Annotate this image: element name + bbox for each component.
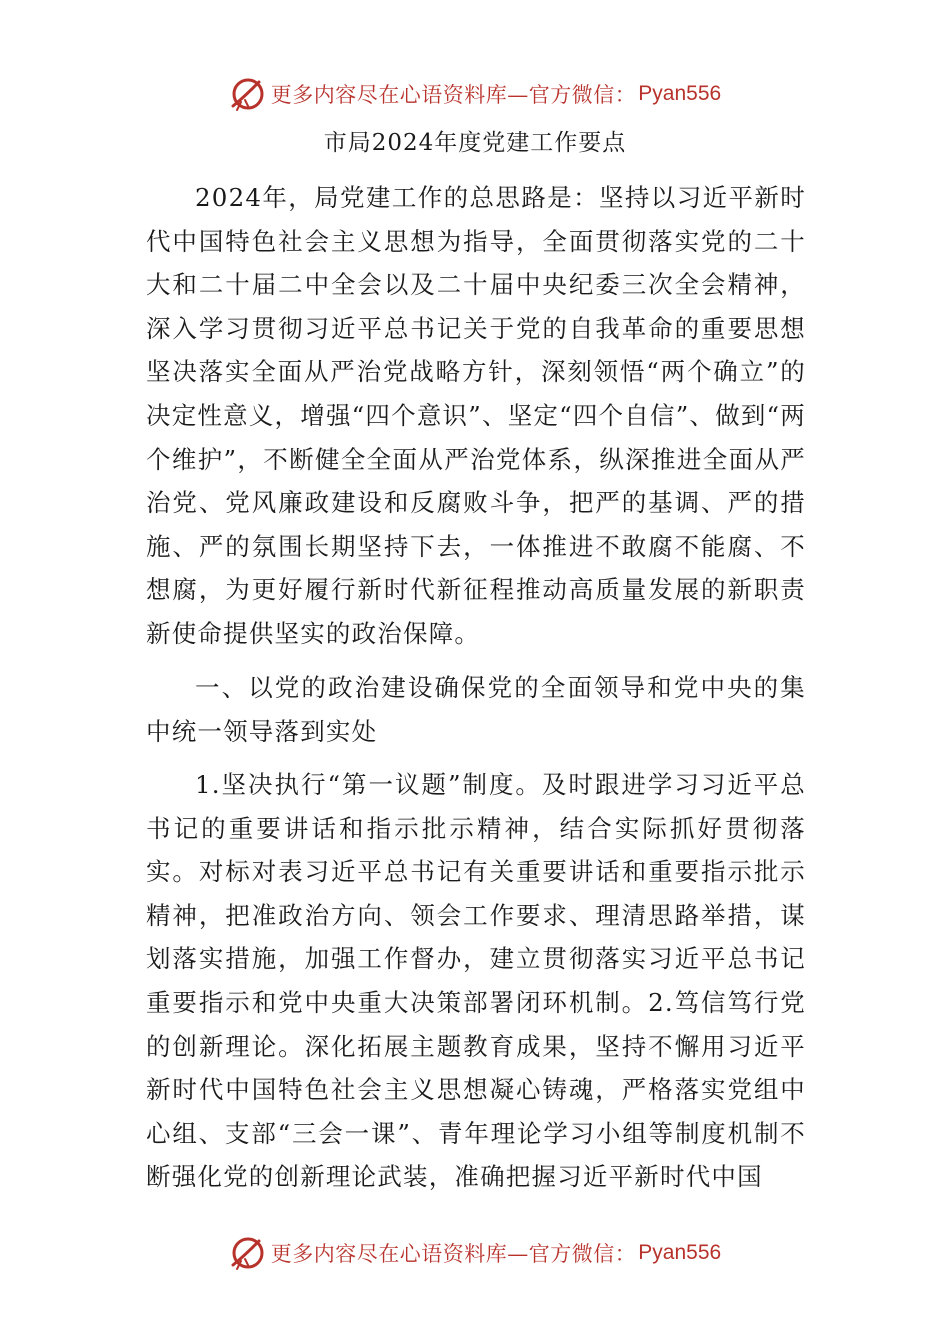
watermark-banner-bottom — [0, 1233, 950, 1273]
watermark-id: Pyan556 — [638, 82, 722, 105]
watermark-text: 更多内容尽在心语资料库—官方微信： — [270, 1242, 637, 1266]
section-heading-1 — [146, 666, 806, 753]
logo-icon — [229, 76, 267, 112]
watermark-id: Pyan556 — [638, 1241, 722, 1264]
heading-text: 一、以党的政治建设确保党的全面领导和党中央的集中统一领导落到实处 — [146, 673, 806, 746]
watermark-text: 更多内容尽在心语资料库—官方微信： — [270, 83, 637, 107]
paragraph-text: 1.坚决执行“第一议题”制度。及时跟进学习习近平总书记的重要讲话和指示批示精神，结合实际抓好贯彻落实。对标对表习近平总书记有关重要讲话和重要指示批示精神，把准政治方向、领会工作要求、理清思路举措，谋划落实措施，加强工作督办，建立贯彻落实习近平总书记重要指示和党中央重大决策部署闭环机制。2.笃信笃行党的创新理论。深化拓展主题教育成果，坚持不懈用习近平新时代中国特色社会主义思想凝心铸魂，严格落实党组中心组、支部“三会一课”、青年理论学习小组等制度机制不断强化党的创新理论武装，准确把握习近平新时代中国 — [146, 770, 806, 1192]
document-title: 市局2024年度党建工作要点 — [323, 130, 627, 156]
logo-icon — [229, 1235, 267, 1271]
body-paragraph-2 — [146, 763, 806, 1199]
paragraph-text: 2024年，局党建工作的总思路是：坚持以习近平新时代中国特色社会主义思想为指导，全面贯彻落实党的二十大和二十届二中全会以及二十届中央纪委三次全会精神，深入学习贯彻习近平总书记关于党的自我革命的重要思想坚决落实全面从严治党战略方针，深刻领悟“两个确立”的决定性意义，增强“四个意识”、坚定“四个自信”、做到“两个维护”，不断健全全面从严治党体系，纵深推进全面从严治党、党风廉政建设和反腐败斗争，把严的基调、严的措施、严的氛围长期坚持下去，一体推进不敢腐不能腐、不想腐，为更好履行新时代新征程推动高质量发展的新职责新使命提供坚实的政治保障。 — [146, 183, 806, 648]
watermark-banner-top — [0, 74, 950, 114]
body-paragraph-1 — [146, 176, 806, 656]
